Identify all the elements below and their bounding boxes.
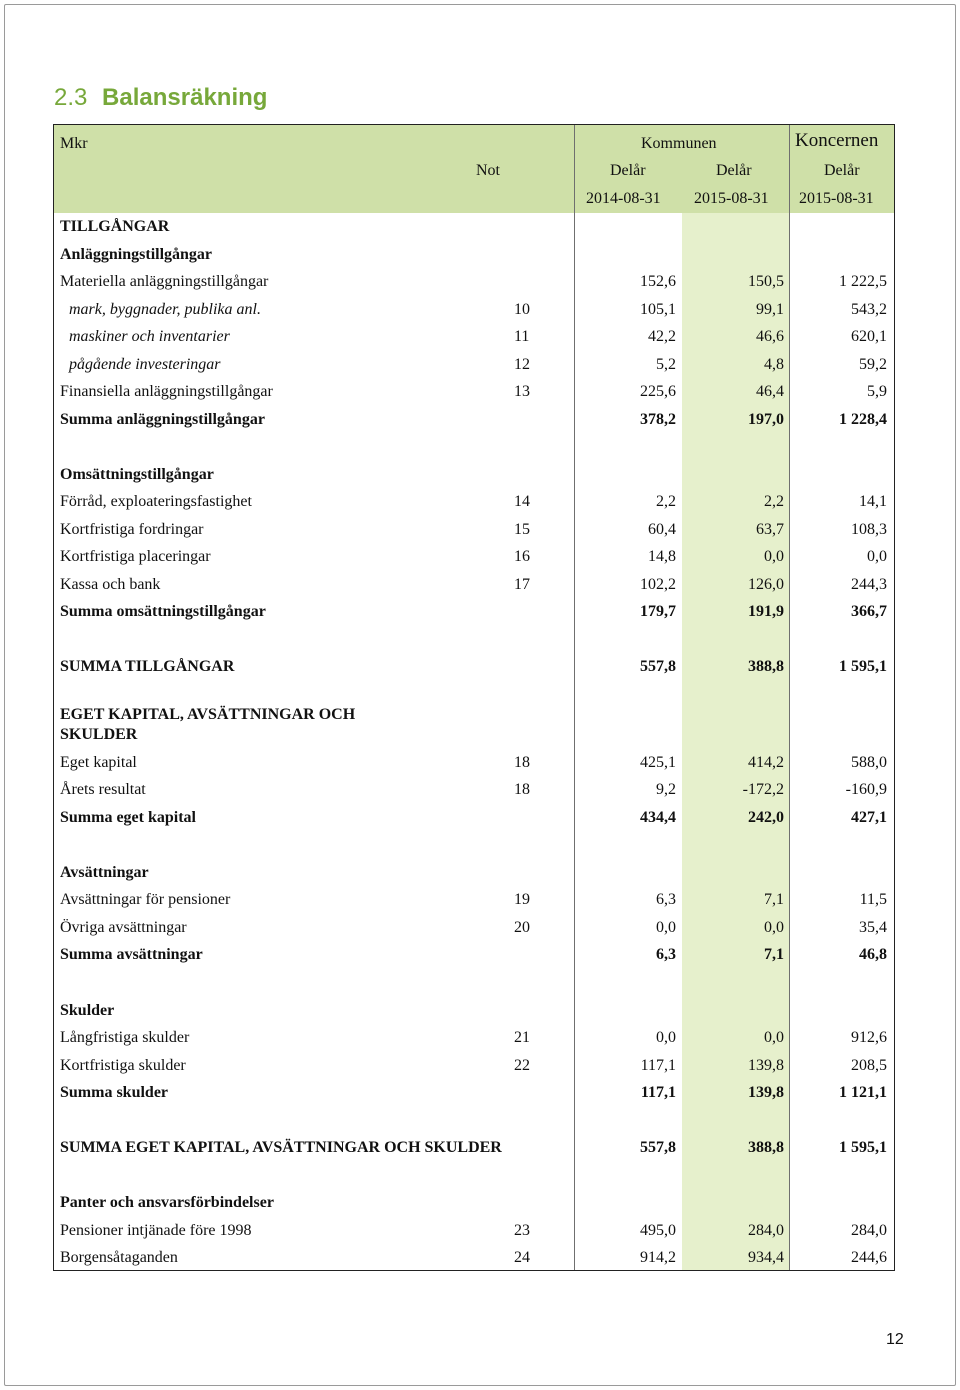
note-ref: 19 [514, 891, 530, 908]
value-kommunen-2015: 242,0 [748, 809, 784, 826]
section-title: Balansräkning [102, 84, 268, 111]
row-label: Pensioner intjänade före 1998 [60, 1222, 252, 1239]
value-kommunen-2015: 139,8 [748, 1084, 784, 1101]
note-ref: 24 [514, 1249, 530, 1266]
value-kommunen-2014: 179,7 [640, 603, 676, 620]
row-total-label: Summa skulder [60, 1084, 169, 1101]
value-kommunen-2014: 914,2 [640, 1249, 676, 1266]
page-number: 12 [886, 1331, 904, 1348]
value-kommunen-2015: 126,0 [748, 576, 784, 593]
header-delar: Delår [610, 162, 646, 179]
value-kommunen-2014: 9,2 [656, 781, 676, 798]
value-kommunen-2015: 0,0 [764, 1029, 784, 1046]
value-koncernen-2015: 427,1 [851, 809, 887, 826]
value-koncernen-2015: 46,8 [859, 946, 887, 963]
header-delar: Delår [824, 162, 860, 179]
note-ref: 14 [514, 493, 530, 510]
value-kommunen-2014: 425,1 [640, 754, 676, 771]
row-label: pågående investeringar [69, 356, 221, 373]
value-kommunen-2014: 378,2 [640, 411, 676, 428]
value-kommunen-2015: 7,1 [764, 946, 784, 963]
value-kommunen-2015: 0,0 [764, 548, 784, 565]
value-koncernen-2015: 5,9 [867, 383, 887, 400]
value-kommunen-2014: 434,4 [640, 809, 676, 826]
value-kommunen-2015: 2,2 [764, 493, 784, 510]
section-number: 2.3 [54, 84, 88, 111]
row-label: Avsättningar för pensioner [60, 891, 231, 908]
value-kommunen-2014: 557,8 [640, 1139, 676, 1156]
value-kommunen-2014: 0,0 [656, 919, 676, 936]
note-ref: 22 [514, 1057, 530, 1074]
row-label: mark, byggnader, publika anl. [69, 301, 261, 318]
value-kommunen-2014: 42,2 [648, 328, 676, 345]
value-koncernen-2015: 108,3 [851, 521, 887, 538]
note-ref: 17 [514, 576, 530, 593]
header-koncernen: Koncernen [795, 130, 879, 151]
value-kommunen-2014: 0,0 [656, 1029, 676, 1046]
value-kommunen-2015: -172,2 [742, 781, 784, 798]
row-label: Materiella anläggningstillgångar [60, 273, 269, 290]
row-label: Kortfristiga skulder [60, 1057, 186, 1074]
row-label: Borgensåtaganden [60, 1249, 178, 1266]
value-koncernen-2015: 620,1 [851, 328, 887, 345]
value-kommunen-2015: 4,8 [764, 356, 784, 373]
value-koncernen-2015: 588,0 [851, 754, 887, 771]
row-label: Kortfristiga fordringar [60, 521, 204, 538]
row-grand-total-label: SUMMA EGET KAPITAL, AVSÄTTNINGAR OCH SKULDER [60, 1139, 502, 1156]
row-heading: EGET KAPITAL, AVSÄTTNINGAR OCH SKULDER [60, 706, 356, 743]
value-kommunen-2014: 102,2 [640, 576, 676, 593]
note-ref: 11 [514, 328, 530, 345]
row-heading: TILLGÅNGAR [60, 218, 170, 235]
value-koncernen-2015: 1 222,5 [839, 273, 887, 290]
value-koncernen-2015: 284,0 [851, 1222, 887, 1239]
value-kommunen-2014: 557,8 [640, 658, 676, 675]
section-heading [54, 84, 267, 112]
value-kommunen-2015: 46,4 [756, 383, 784, 400]
row-label: Övriga avsättningar [60, 919, 187, 936]
value-kommunen-2014: 495,0 [640, 1222, 676, 1239]
value-kommunen-2014: 2,2 [656, 493, 676, 510]
row-heading: Avsättningar [60, 864, 149, 881]
value-kommunen-2015: 414,2 [748, 754, 784, 771]
value-kommunen-2015: 46,6 [756, 328, 784, 345]
value-koncernen-2015: 1 595,1 [839, 1139, 887, 1156]
header-period: 2015-08-31 [694, 190, 769, 207]
row-total-label: Summa avsättningar [60, 946, 203, 963]
value-koncernen-2015: 366,7 [851, 603, 887, 620]
row-label: Kassa och bank [60, 576, 161, 593]
value-koncernen-2015: 1 228,4 [839, 411, 887, 428]
note-ref: 12 [514, 356, 530, 373]
value-kommunen-2015: 191,9 [748, 603, 784, 620]
note-ref: 15 [514, 521, 530, 538]
value-kommunen-2014: 60,4 [648, 521, 676, 538]
note-ref: 21 [514, 1029, 530, 1046]
value-kommunen-2015: 388,8 [748, 658, 784, 675]
note-ref: 20 [514, 919, 530, 936]
value-kommunen-2014: 6,3 [656, 891, 676, 908]
value-kommunen-2015: 284,0 [748, 1222, 784, 1239]
row-total-label: Summa eget kapital [60, 809, 196, 826]
value-koncernen-2015: 208,5 [851, 1057, 887, 1074]
value-kommunen-2014: 105,1 [640, 301, 676, 318]
value-kommunen-2015: 934,4 [748, 1249, 784, 1266]
value-koncernen-2015: 912,6 [851, 1029, 887, 1046]
value-kommunen-2014: 14,8 [648, 548, 676, 565]
note-ref: 18 [514, 754, 530, 771]
value-kommunen-2014: 117,1 [640, 1057, 676, 1074]
row-heading: Omsättningstillgångar [60, 466, 214, 483]
note-ref: 16 [514, 548, 530, 565]
value-kommunen-2014: 5,2 [656, 356, 676, 373]
value-koncernen-2015: 543,2 [851, 301, 887, 318]
value-koncernen-2015: 35,4 [859, 919, 887, 936]
value-koncernen-2015: 59,2 [859, 356, 887, 373]
value-kommunen-2015: 0,0 [764, 919, 784, 936]
value-koncernen-2015: 14,1 [859, 493, 887, 510]
value-kommunen-2015: 388,8 [748, 1139, 784, 1156]
header-kommunen: Kommunen [641, 135, 717, 152]
header-not: Not [476, 162, 500, 179]
value-koncernen-2015: 244,3 [851, 576, 887, 593]
value-kommunen-2015: 99,1 [756, 301, 784, 318]
value-kommunen-2015: 7,1 [764, 891, 784, 908]
header-period: 2015-08-31 [799, 190, 874, 207]
value-kommunen-2014: 117,1 [640, 1084, 676, 1101]
row-heading: Skulder [60, 1002, 115, 1019]
value-koncernen-2015: 0,0 [867, 548, 887, 565]
note-ref: 23 [514, 1222, 530, 1239]
row-label: Finansiella anläggningstillgångar [60, 383, 273, 400]
row-label: Långfristiga skulder [60, 1029, 190, 1046]
header-delar: Delår [716, 162, 752, 179]
row-label: Eget kapital [60, 754, 137, 771]
row-heading: Panter och ansvarsförbindelser [60, 1194, 274, 1211]
value-koncernen-2015: 1 121,1 [839, 1084, 887, 1101]
value-koncernen-2015: 11,5 [859, 891, 887, 908]
row-label: maskiner och inventarier [69, 328, 230, 345]
value-kommunen-2014: 225,6 [640, 383, 676, 400]
row-label: Kortfristiga placeringar [60, 548, 211, 565]
header-unit: Mkr [60, 135, 88, 152]
value-kommunen-2014: 6,3 [656, 946, 676, 963]
value-kommunen-2015: 197,0 [748, 411, 784, 428]
value-kommunen-2014: 152,6 [640, 273, 676, 290]
row-grand-total-label: SUMMA TILLGÅNGAR [60, 658, 235, 675]
value-koncernen-2015: 244,6 [851, 1249, 887, 1266]
note-ref: 13 [514, 383, 530, 400]
header-period: 2014-08-31 [586, 190, 661, 207]
column-divider [789, 125, 790, 1270]
value-kommunen-2015: 150,5 [748, 273, 784, 290]
value-kommunen-2015: 139,8 [748, 1057, 784, 1074]
value-kommunen-2015: 63,7 [756, 521, 784, 538]
row-heading: Anläggningstillgångar [60, 246, 213, 263]
value-koncernen-2015: 1 595,1 [839, 658, 887, 675]
row-label: Årets resultat [60, 781, 146, 798]
row-label: Förråd, exploateringsfastighet [60, 493, 252, 510]
balance-sheet-table [53, 124, 895, 1271]
column-divider [574, 125, 575, 1270]
note-ref: 18 [514, 781, 530, 798]
value-koncernen-2015: -160,9 [845, 781, 887, 798]
row-total-label: Summa omsättningstillgångar [60, 603, 266, 620]
note-ref: 10 [514, 301, 530, 318]
row-total-label: Summa anläggningstillgångar [60, 411, 265, 428]
